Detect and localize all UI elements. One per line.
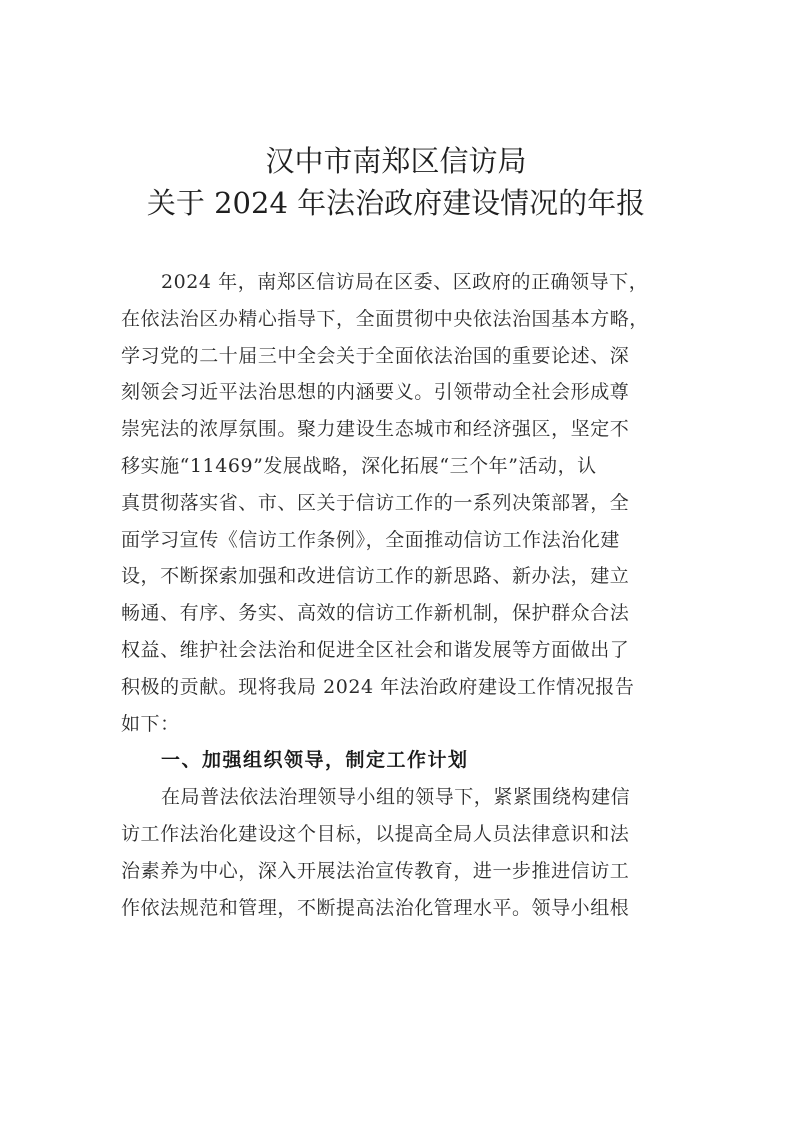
paragraph-line: 如下： (121, 712, 180, 735)
title-line-2: 关于 2024 年法治政府建设情况的年报 (146, 186, 646, 220)
paragraph-line: 崇宪法的浓厚氛围。聚力建设生态城市和经济强区，坚定不 (121, 418, 630, 441)
paragraph-line: 权益、维护社会法治和促进全区社会和谐发展等方面做出了 (121, 638, 630, 661)
document-title (0, 140, 792, 224)
paragraph-line: 面学习宣传《信访工作条例》，全面推动信访工作法治化建 (121, 528, 620, 551)
paragraph-line: 在局普法依法治理领导小组的领导下，紧紧围绕构建信 (161, 786, 631, 809)
title-line-1: 汉中市南郑区信访局 (265, 144, 527, 178)
paragraph-line: 移实施“11469”发展战略，深化拓展“三个年”活动，认 (121, 454, 597, 477)
paragraph-line: 积极的贡献。现将我局 2024 年法治政府建设工作情况报告 (121, 675, 635, 698)
section-heading-1: 一、加强组织领导，制定工作计划 (161, 749, 469, 772)
document-body (121, 264, 681, 926)
paragraph-line: 2024 年，南郑区信访局在区委、区政府的正确领导下， (161, 271, 649, 293)
paragraph-line: 学习党的二十届三中全会关于全面依法治国的重要论述、深 (121, 344, 630, 367)
paragraph-line: 刻领会习近平法治思想的内涵要义。引领带动全社会形成尊 (121, 381, 630, 404)
paragraph-line: 治素养为中心，深入开展法治宣传教育，进一步推进信访工 (121, 859, 630, 882)
paragraph-line: 访工作法治化建设这个目标，以提高全局人员法律意识和法 (121, 822, 630, 845)
paragraph-line: 设，不断探索加强和改进信访工作的新思路、新办法，建立 (121, 565, 630, 588)
paragraph-line: 畅通、有序、务实、高效的信访工作新机制，保护群众合法 (121, 602, 630, 625)
paragraph-line: 真贯彻落实省、市、区关于信访工作的一系列决策部署，全 (121, 491, 630, 514)
paragraph-line: 作依法规范和管理，不断提高法治化管理水平。领导小组根 (121, 896, 630, 919)
paragraph-line: 在依法治区办精心指导下，全面贯彻中央依法治国基本方略， (121, 307, 649, 330)
